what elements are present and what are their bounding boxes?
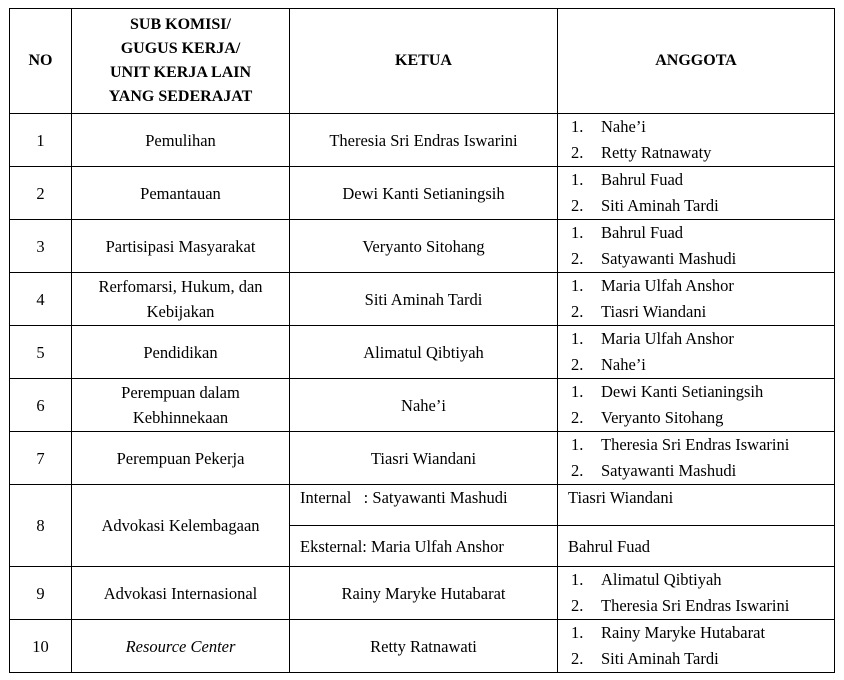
- unit-name-line: Perempuan dalam: [121, 383, 240, 402]
- unit-name: [72, 273, 290, 326]
- member-number: 1.: [571, 117, 584, 136]
- ketua-name: Retty Ratnawati: [290, 620, 558, 673]
- member-list: [558, 567, 834, 619]
- member-number: 1.: [571, 623, 584, 642]
- anggota-cell: [558, 620, 835, 673]
- member-item: [571, 167, 834, 193]
- table-row: [10, 167, 835, 220]
- members-table: [9, 8, 835, 673]
- member-number: 2.: [571, 408, 584, 427]
- unit-name: Advokasi Kelembagaan: [72, 485, 290, 567]
- member-name: Bahrul Fuad: [601, 170, 684, 189]
- member-list: [558, 620, 834, 672]
- member-number: 1.: [571, 329, 584, 348]
- anggota-cell: [558, 220, 835, 273]
- header-no: NO: [10, 9, 72, 114]
- header-sub-komisi-line: GUGUS KERJA/: [120, 40, 241, 57]
- ketua-name: Siti Aminah Tardi: [290, 273, 558, 326]
- member-item: [571, 620, 834, 646]
- member-number: 1.: [571, 276, 584, 295]
- member-number: 2.: [571, 355, 584, 374]
- row-number: 2: [10, 167, 72, 220]
- row-number: 6: [10, 379, 72, 432]
- member-name: Alimatul Qibtiyah: [601, 570, 722, 589]
- member-item: [571, 567, 834, 593]
- unit-name: Resource Center: [72, 620, 290, 673]
- member-number: 1.: [571, 223, 584, 242]
- member-number: 2.: [571, 302, 584, 321]
- member-item: [571, 220, 834, 246]
- header-sub-komisi-line: YANG SEDERAJAT: [108, 88, 253, 105]
- table-row: [10, 273, 835, 326]
- member-number: 1.: [571, 382, 584, 401]
- row-number: 8: [10, 485, 72, 567]
- member-item: [571, 352, 834, 378]
- anggota-internal: Tiasri Wiandani: [558, 485, 835, 526]
- member-name: Bahrul Fuad: [601, 223, 684, 242]
- anggota-cell: [558, 379, 835, 432]
- member-name: Dewi Kanti Setianingsih: [601, 382, 764, 401]
- header-sub-komisi: [72, 9, 290, 114]
- member-item: [571, 326, 834, 352]
- member-name: Maria Ulfah Anshor: [601, 276, 734, 295]
- member-name: Tiasri Wiandani: [601, 302, 707, 321]
- anggota-eksternal: Bahrul Fuad: [558, 526, 835, 567]
- row-number: 1: [10, 114, 72, 167]
- ketua-name: Theresia Sri Endras Iswarini: [290, 114, 558, 167]
- member-item: [571, 405, 834, 431]
- member-name: Nahe’i: [601, 355, 646, 374]
- member-item: [571, 432, 834, 458]
- member-list: [558, 167, 834, 219]
- unit-name: Pendidikan: [72, 326, 290, 379]
- member-item: [571, 140, 834, 166]
- member-number: 2.: [571, 196, 584, 215]
- member-item: [571, 593, 834, 619]
- member-number: 2.: [571, 596, 584, 615]
- unit-name: [72, 379, 290, 432]
- member-name: Maria Ulfah Anshor: [601, 329, 734, 348]
- unit-name: Perempuan Pekerja: [72, 432, 290, 485]
- ketua-name: Veryanto Sitohang: [290, 220, 558, 273]
- member-number: 1.: [571, 170, 584, 189]
- member-list: [558, 326, 834, 378]
- anggota-cell: [558, 114, 835, 167]
- member-name: Nahe’i: [601, 117, 646, 136]
- member-name: Siti Aminah Tardi: [601, 649, 719, 668]
- header-anggota: ANGGOTA: [558, 9, 835, 114]
- member-item: [571, 273, 834, 299]
- member-name: Satyawanti Mashudi: [601, 249, 737, 268]
- member-list: [558, 379, 834, 431]
- member-name: Theresia Sri Endras Iswarini: [601, 435, 790, 454]
- table-row: [10, 326, 835, 379]
- row-number: 10: [10, 620, 72, 673]
- member-name: Satyawanti Mashudi: [601, 461, 737, 480]
- unit-name: Advokasi Internasional: [72, 567, 290, 620]
- table-row: [10, 114, 835, 167]
- row-number: 9: [10, 567, 72, 620]
- anggota-cell: [558, 273, 835, 326]
- anggota-cell: [558, 326, 835, 379]
- table-row: [10, 379, 835, 432]
- header-row: [10, 9, 835, 114]
- ketua-internal: Internal : Satyawanti Mashudi: [290, 485, 558, 526]
- ketua-name: Dewi Kanti Setianingsih: [290, 167, 558, 220]
- member-number: 2.: [571, 461, 584, 480]
- ketua-name: Nahe’i: [290, 379, 558, 432]
- table-row: [10, 567, 835, 620]
- member-list: [558, 273, 834, 325]
- header-sub-komisi-line: UNIT KERJA LAIN: [109, 64, 252, 81]
- row-number: 3: [10, 220, 72, 273]
- row-number: 5: [10, 326, 72, 379]
- table-row: [10, 432, 835, 485]
- member-number: 1.: [571, 570, 584, 589]
- member-name: Theresia Sri Endras Iswarini: [601, 596, 790, 615]
- member-list: [558, 220, 834, 272]
- table-row: [10, 220, 835, 273]
- member-list: [558, 114, 834, 166]
- unit-name: Pemulihan: [72, 114, 290, 167]
- anggota-cell: [558, 432, 835, 485]
- member-item: [571, 193, 834, 219]
- unit-name: Partisipasi Masyarakat: [72, 220, 290, 273]
- member-number: 2.: [571, 249, 584, 268]
- unit-name-line: Kebijakan: [146, 302, 215, 321]
- member-item: [571, 379, 834, 405]
- anggota-cell: [558, 567, 835, 620]
- ketua-name: Tiasri Wiandani: [290, 432, 558, 485]
- member-item: [571, 646, 834, 672]
- row-number: 4: [10, 273, 72, 326]
- ketua-name: Alimatul Qibtiyah: [290, 326, 558, 379]
- header-sub-komisi-line: SUB KOMISI/: [130, 16, 231, 33]
- member-item: [571, 299, 834, 325]
- member-number: 1.: [571, 435, 584, 454]
- row-number: 7: [10, 432, 72, 485]
- member-number: 2.: [571, 143, 584, 162]
- member-name: Retty Ratnawaty: [601, 143, 712, 162]
- member-number: 2.: [571, 649, 584, 668]
- anggota-cell: [558, 167, 835, 220]
- ketua-name: Rainy Maryke Hutabarat: [290, 567, 558, 620]
- unit-name-line: Kebhinnekaan: [132, 408, 229, 427]
- member-item: [571, 458, 834, 484]
- ketua-eksternal: Eksternal: Maria Ulfah Anshor: [290, 526, 558, 567]
- member-list: [558, 432, 834, 484]
- member-name: Siti Aminah Tardi: [601, 196, 719, 215]
- member-item: [571, 246, 834, 272]
- member-name: Rainy Maryke Hutabarat: [601, 623, 766, 642]
- unit-name-line: Rerfomarsi, Hukum, dan: [98, 277, 263, 296]
- member-name: Veryanto Sitohang: [601, 408, 724, 427]
- member-item: [571, 114, 834, 140]
- unit-name: Pemantauan: [72, 167, 290, 220]
- table-row: [10, 620, 835, 673]
- table-row: [10, 485, 835, 526]
- header-ketua: KETUA: [290, 9, 558, 114]
